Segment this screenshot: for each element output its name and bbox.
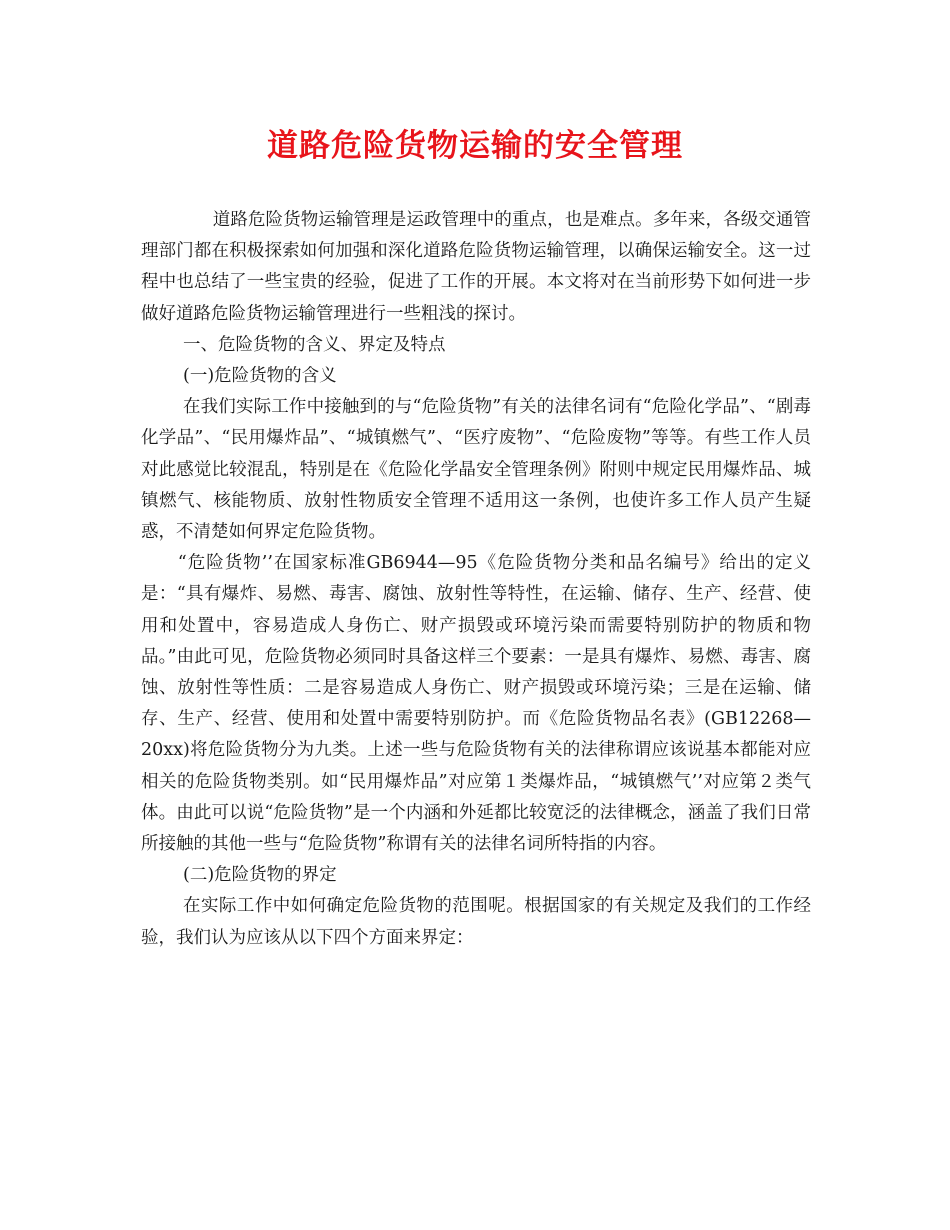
section-heading-1: 一、危险货物的含义、界定及特点 (183, 334, 446, 355)
body-paragraph: 在我们实际工作中接触到的与“危险货物”有关的法律名词有“危险化学品”、“剧毒化学品”、“民用爆炸品”、“城镇燃气”、“医疗废物”、“危险废物”等等。有些工作人员对此感觉比较混乱，特别是在《危险化学晶安全管理条例》附则中规定民用爆炸品、城镇燃气、核能物质、放射性物质安全管理不适用这一条例，也使许多工作人员产生疑惑，不清楚如何界定危险货物。 (141, 397, 811, 543)
body-paragraph: 在实际工作中如何确定危险货物的范围呢。根据国家的有关规定及我们的工作经验，我们认为应该从以下四个方面来界定： (141, 896, 811, 948)
document-body (141, 205, 811, 954)
intro-paragraph: 道路危险货物运输管理是运政管理中的重点，也是难点。多年来，各级交通管理部门都在积极探索如何加强和深化道路危险货物运输管理，以确保运输安全。这一过程中也总结了一些宝贵的经验，促进了工作的开展。本文将对在当前形势下如何进一步做好道路危险货物运输管理进行一些粗浅的探讨。 (141, 210, 811, 324)
document-title: 道路危险货物运输的安全管理 (267, 128, 683, 164)
body-paragraph: “危险货物’’在国家标准GB6944—95《危险货物分类和品名编号》给出的定义是：“具有爆炸、易燃、毒害、腐蚀、放射性等特性，在运输、储存、生产、经营、使用和处置中，容易造成人身伤亡、财产损毁或环境污染而需要特别防护的物质和物品。”由此可见，危险货物必须同时具备这样三个要素：一是具有爆炸、易燃、毒害、腐蚀、放射性等性质：二是容易造成人身伤亡、财产损毁或环境污染；三是在运输、储存、生产、经营、使用和处置中需要特别防护。而《危险货物品名表》(GB12268—20xx)将危险货物分为九类。上述一些与危险货物有关的法律称谓应该说基本都能对应相关的危险货物类别。如“民用爆炸品”对应第１类爆炸品，“城镇燃气’’对应第２类气体。由此可以说“危险货物”是一个内涵和外延都比较宽泛的法律概念，涵盖了我们日常所接触的其他一些与“危险货物”称谓有关的法律名词所特指的内容。 (141, 553, 811, 855)
subsection-heading-1: (一)危险货物的含义 (183, 366, 337, 387)
subsection-heading-2: (二)危险货物的界定 (183, 865, 337, 886)
